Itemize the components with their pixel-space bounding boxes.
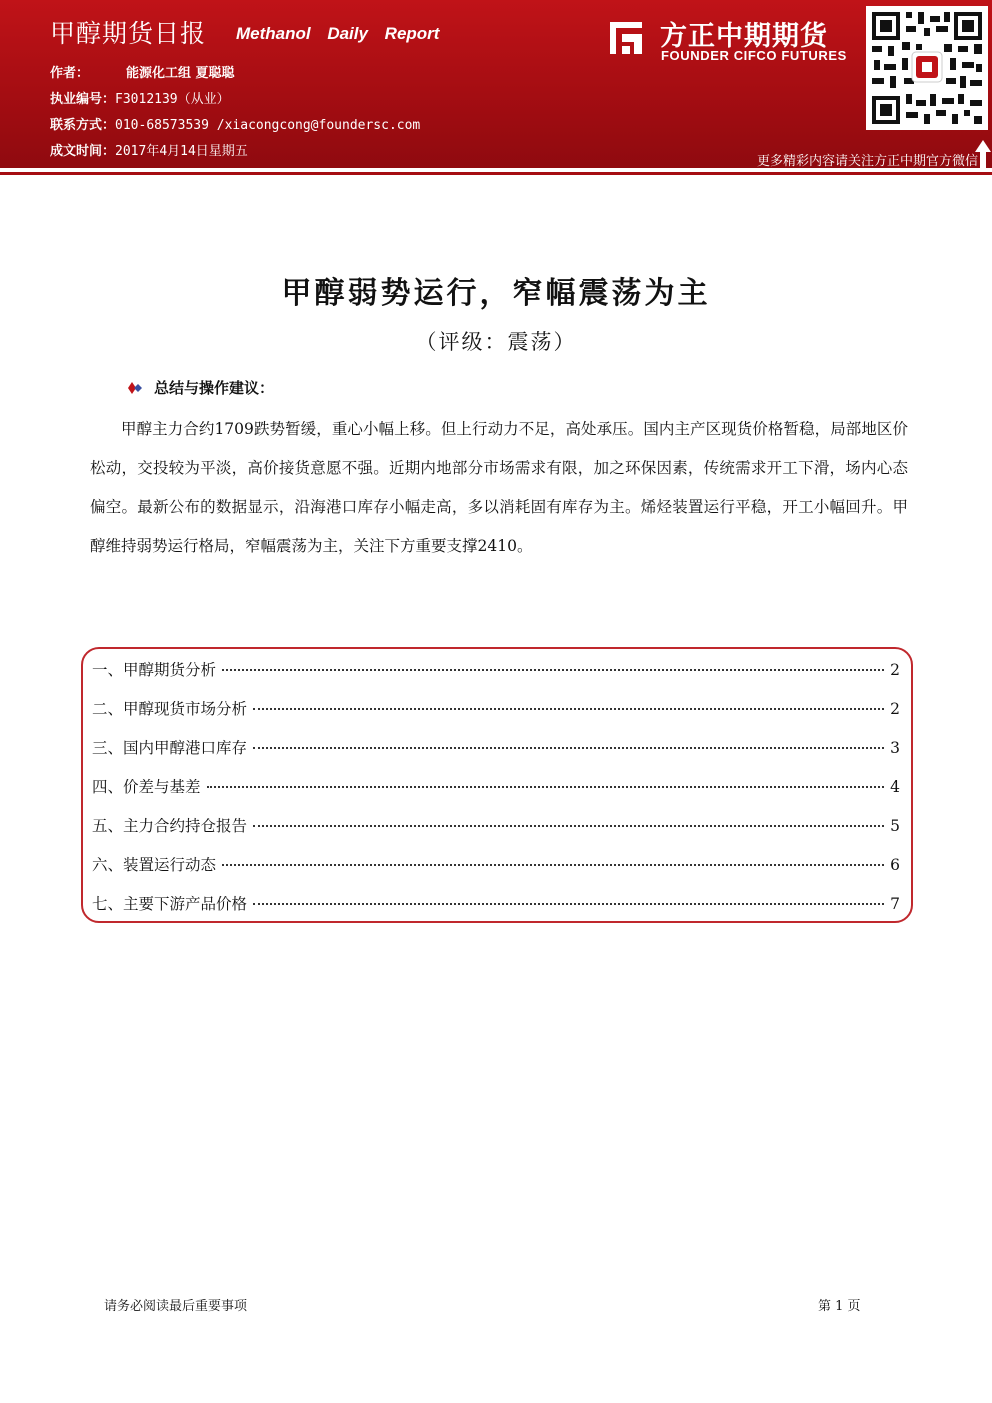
wechat-follow-note: 更多精彩内容请关注方正中期官方微信 [756,154,978,169]
contact-label: 联系方式： [50,118,116,133]
toc-leader-dots [253,747,884,749]
report-series-subtitle: Methanol Daily Report [236,24,440,43]
footer-page-number: 第 1 页 [818,1299,861,1314]
logo-chinese-name: 方正中期期货 [660,21,828,52]
toc-item-title: 六、装置运行动态 [92,856,217,874]
toc-item[interactable] [92,892,900,916]
toc-item-title: 四、价差与基差 [92,778,201,796]
summary-section-heading [126,377,274,398]
founder-logo-icon [604,16,648,60]
license-row [50,88,230,107]
toc-item[interactable] [92,658,900,682]
toc-leader-dots [253,825,884,827]
toc-item-page: 6 [890,856,900,874]
toc-item-page: 3 [890,739,900,757]
table-of-contents [81,647,913,923]
license-label: 执业编号： [50,92,116,107]
toc-item[interactable] [92,736,900,760]
toc-leader-dots [222,669,884,671]
toc-item-page: 2 [890,700,900,718]
report-series-title: 甲醇期货日报 [50,19,207,48]
toc-item-title: 七、主要下游产品价格 [92,895,248,913]
license-value: F3012139（从业） [115,92,230,107]
toc-item-page: 5 [890,817,900,835]
toc-item-title: 五、主力合约持仓报告 [92,817,248,835]
toc-item[interactable] [92,814,900,838]
date-label: 成文时间： [50,144,116,159]
toc-item-title: 一、甲醇期货分析 [92,661,217,679]
toc-item-title: 二、甲醇现货市场分析 [92,700,248,718]
toc-item-page: 4 [890,778,900,796]
document-rating: （评级：震荡） [415,330,577,354]
date-value: 2017年4月14日星期五 [115,144,248,159]
toc-leader-dots [253,708,884,710]
company-logo [604,16,858,68]
toc-item-page: 2 [890,661,900,679]
contact-value: 010-68573539 /xiacongcong@foundersc.com [115,118,421,133]
diamond-bullet-icon [126,380,144,396]
header-divider [0,172,992,175]
author-value: 能源化工组 夏聪聪 [126,66,235,81]
summary-paragraph: 甲醇主力合约1709跌势暂缓，重心小幅上移。但上行动力不足，高处承压。国内主产区现货价格暂稳，局部地区价松动，交投较为平淡，高价接货意愿不强。近期内地部分市场需求有限，加之环保因素，传统需求开工下滑，场内心态偏空。最新公布的数据显示，沿海港口库存小幅走高，多以消耗固有库存为主。烯烃装置运行平稳，开工小幅回升。甲醇维持弱势运行格局，窄幅震荡为主，关注下方重要支撑2410。 [90,420,908,555]
toc-leader-dots [253,903,884,905]
toc-item[interactable] [92,775,900,799]
author-row [50,62,235,81]
report-header [0,0,992,168]
arrow-up-icon [975,140,991,168]
toc-leader-dots [207,786,885,788]
toc-item[interactable] [92,697,900,721]
summary-heading-text: 总结与操作建议： [154,379,275,397]
logo-english-name: FOUNDER CIFCO FUTURES [661,48,847,63]
toc-item-page: 7 [890,895,900,913]
document-title: 甲醇弱势运行，窄幅震荡为主 [281,276,711,311]
date-row [50,140,248,159]
toc-item[interactable] [92,853,900,877]
toc-leader-dots [222,864,884,866]
footer-notice: 请务必阅读最后重要事项 [104,1299,248,1314]
toc-item-title: 三、国内甲醇港口库存 [92,739,248,757]
contact-row [50,114,420,133]
wechat-qr-code-icon[interactable] [866,6,988,130]
author-label: 作者： [50,66,90,81]
